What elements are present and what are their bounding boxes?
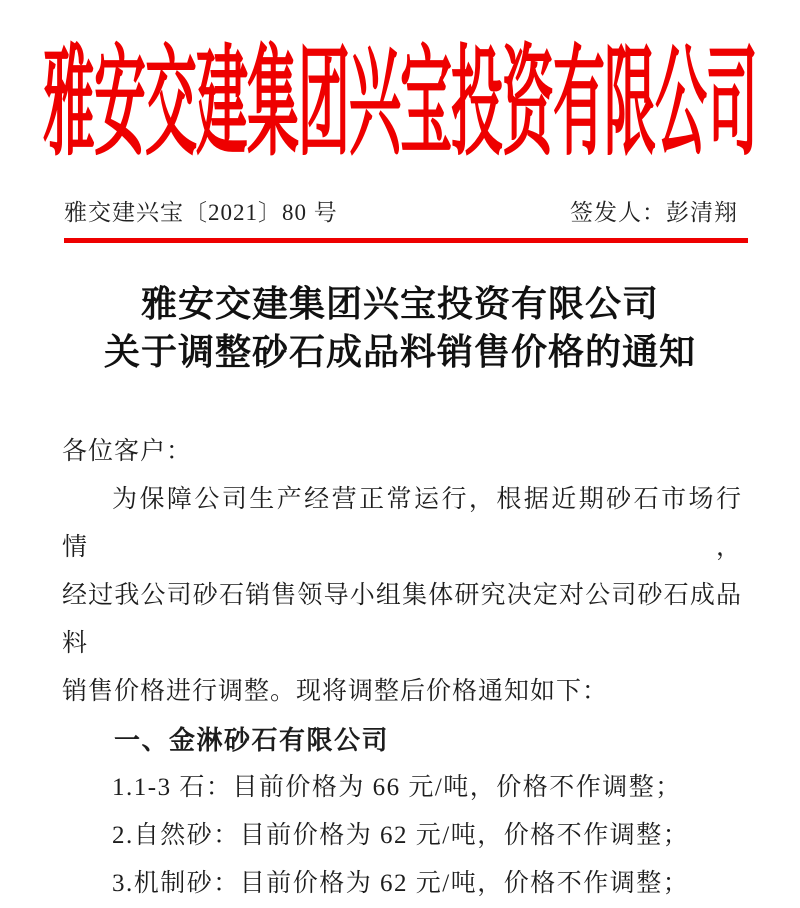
price-item-1: 1.1-3 石：目前价格为 66 元/吨，价格不作调整； (112, 774, 682, 801)
letterhead-org-name: 雅安交建集团兴宝投资有限公司 (42, 39, 757, 171)
doc-number: 雅交建兴宝〔2021〕80 号 (64, 200, 338, 225)
red-divider-line (64, 238, 748, 243)
document-page (0, 6, 800, 897)
salutation: 各位客户： (62, 438, 193, 465)
issuer (570, 198, 738, 228)
document-body (62, 428, 742, 908)
title-line-2: 关于调整砂石成品料销售价格的通知 (103, 332, 696, 372)
issuer-name: 彭清翔 (666, 200, 738, 225)
issuer-label: 签发人： (570, 200, 666, 225)
price-item-2: 2.自然砂：目前价格为 62 元/吨，价格不作调整； (112, 822, 690, 849)
price-item-3: 3.机制砂：目前价格为 62 元/吨，价格不作调整； (112, 870, 690, 897)
doc-info-row (64, 198, 748, 228)
paragraph-line-1: 为保障公司生产经营正常运行，根据近期砂石市场行情， (62, 486, 742, 561)
title-line-1: 雅安交建集团兴宝投资有限公司 (140, 284, 659, 324)
paragraph-line-2: 经过我公司砂石销售领导小组集体研究决定对公司砂石成品料 (62, 582, 742, 657)
paragraph-line-3: 销售价格进行调整。现将调整后价格通知如下： (62, 678, 609, 705)
section-heading: 一、金淋砂石有限公司 (114, 725, 390, 755)
letterhead (0, 6, 800, 176)
document-title (0, 280, 800, 376)
